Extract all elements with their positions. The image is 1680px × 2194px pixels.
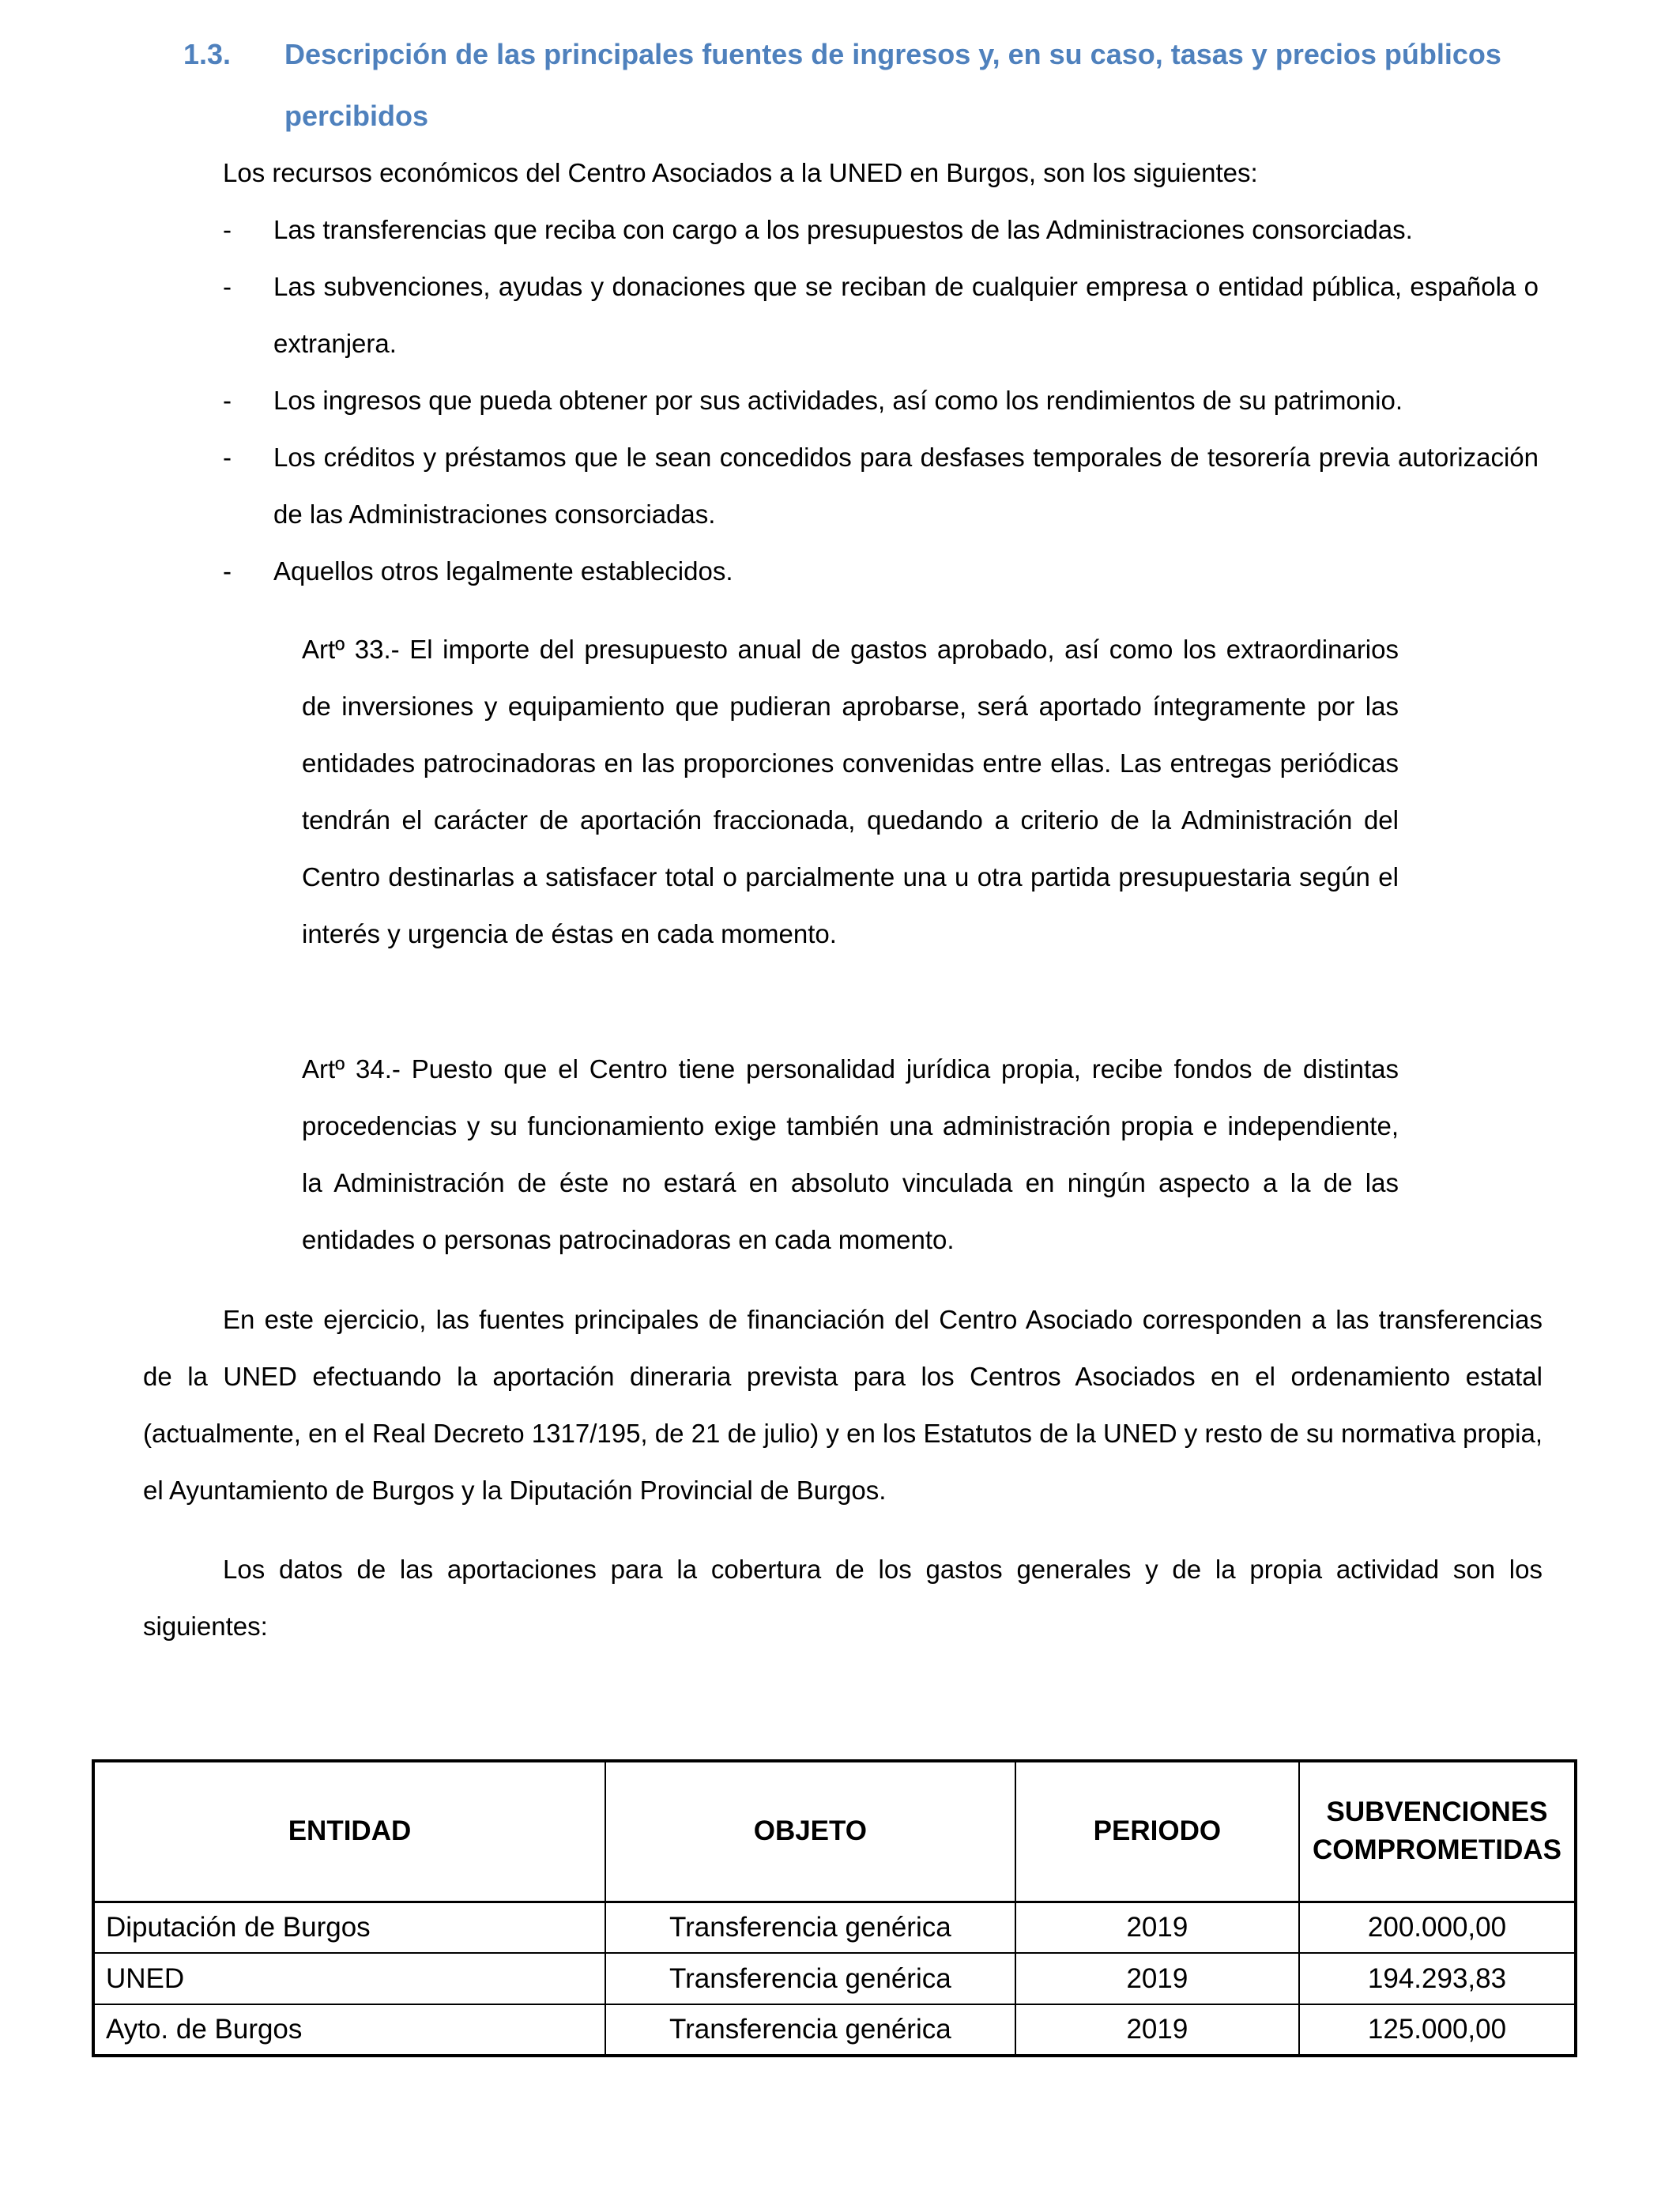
list-item [223,258,1539,372]
list-item [223,202,1539,258]
section-heading [183,24,1558,147]
dash-bullet: - [223,215,232,244]
header-periodo: PERIODO [1015,1761,1299,1902]
table-row [93,1953,1576,2004]
dash-bullet: - [223,443,232,472]
list-item-text: Los créditos y préstamos que le sean concedidos para desfases temporales de tesorería previa autorización de las Administraciones consorciadas. [273,443,1539,529]
resources-list [223,202,1539,600]
list-item-text: Los ingresos que pueda obtener por sus actividades, así como los rendimientos de su patrimonio. [273,386,1403,415]
cell-entidad: Ayto. de Burgos [93,2004,605,2056]
resources-intro: Los recursos económicos del Centro Asociados a la UNED en Burgos, son los siguientes: [223,158,1258,187]
cell-subvenciones: 200.000,00 [1299,1902,1576,1953]
list-item [223,372,1539,429]
financing-paragraph: En este ejercicio, las fuentes principales de financiación del Centro Asociado corresponden a las transferencias de la UNED efectuando la aportación dineraria prevista para los Centros Asociados en el ordenamiento estatal (actualmente, en el Real Decreto 1317/195, de 21 de julio) y en los Estatutos de la UNED y resto de su normativa propia, el Ayuntamiento de Burgos y la Diputación Provincial de Burgos. [143,1305,1543,1505]
cell-periodo: 2019 [1015,1953,1299,2004]
list-item [223,429,1539,543]
cell-periodo: 2019 [1015,2004,1299,2056]
list-item-text: Las subvenciones, ayudas y donaciones que se reciban de cualquier empresa o entidad pública, española o extranjera. [273,272,1539,358]
article-33-quote: Artº 33.- El importe del presupuesto anual de gastos aprobado, así como los extraordinarios de inversiones y equipamiento que pudieran aprobarse, será aportado íntegramente por las entidades patrocinadoras en las proporciones convenidas entre ellas. Las entregas periódicas tendrán el carácter de aportación fraccionada, quedando a criterio de la Administración del Centro destinarlas a satisfacer total o parcialmente una u otra partida presupuestaria según el interés y urgencia de éstas en cada momento. [302,635,1399,948]
dash-bullet: - [223,556,232,586]
cell-subvenciones: 125.000,00 [1299,2004,1576,2056]
dash-bullet: - [223,386,232,415]
header-objeto: OBJETO [605,1761,1015,1902]
table-header-row [93,1761,1576,1902]
header-subvenciones: SUBVENCIONES COMPROMETIDAS [1299,1761,1576,1902]
cell-periodo: 2019 [1015,1902,1299,1953]
list-item [223,543,1539,600]
list-item-text: Aquellos otros legalmente establecidos. [273,556,733,586]
section-number: 1.3. [183,38,232,70]
dash-bullet: - [223,272,232,301]
table-row [93,2004,1576,2056]
article-34-quote: Artº 34.- Puesto que el Centro tiene personalidad jurídica propia, recibe fondos de distintas procedencias y su funcionamiento exige también una administración propia e independiente, la Administración de éste no estará en absoluto vinculada en ningún aspecto a la de las entidades o personas patrocinadoras en cada momento. [302,1054,1399,1254]
cell-objeto: Transferencia genérica [605,1953,1015,2004]
cell-subvenciones: 194.293,83 [1299,1953,1576,2004]
contributions-table [92,1759,1577,2057]
cell-entidad: UNED [93,1953,605,2004]
table-row [93,1902,1576,1953]
cell-objeto: Transferencia genérica [605,2004,1015,2056]
list-item-text: Las transferencias que reciba con cargo a los presupuestos de las Administraciones consorciadas. [273,215,1413,244]
section-title: Descripción de las principales fuentes de ingresos y, en su caso, tasas y precios públicos percibidos [284,38,1501,132]
header-entidad: ENTIDAD [93,1761,605,1902]
cell-entidad: Diputación de Burgos [93,1902,605,1953]
contributions-intro-paragraph: Los datos de las aportaciones para la cobertura de los gastos generales y de la propia actividad son los siguientes: [143,1555,1543,1641]
cell-objeto: Transferencia genérica [605,1902,1015,1953]
